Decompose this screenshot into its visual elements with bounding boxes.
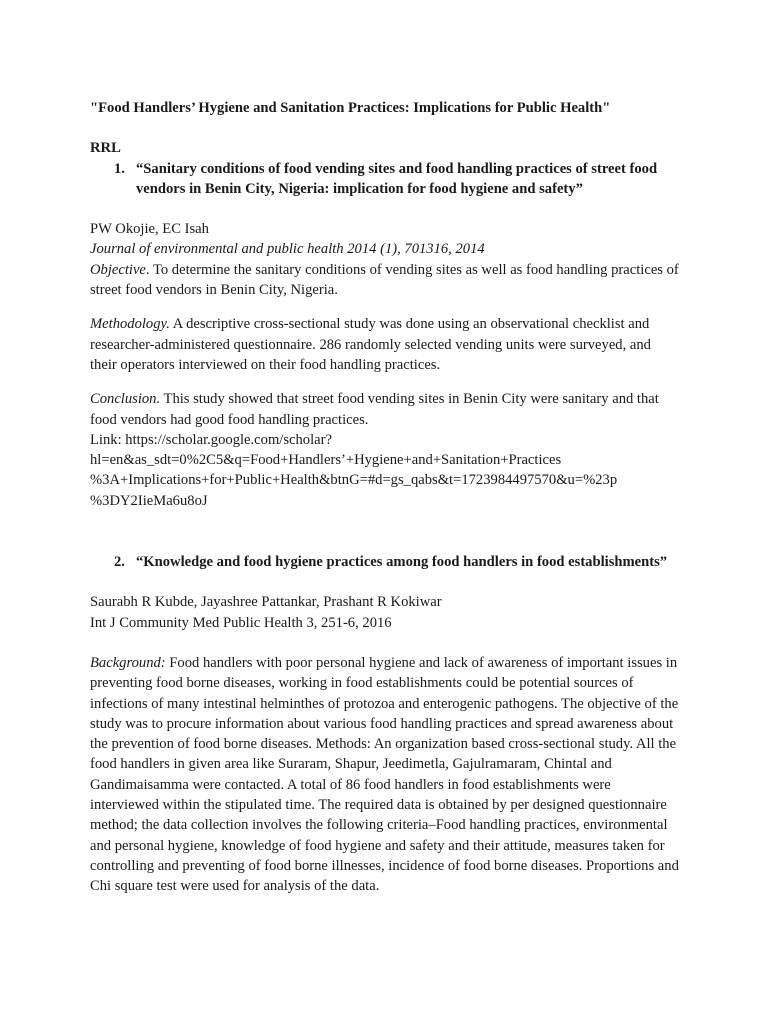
entry-1-journal: Journal of environmental and public health 2014 (1), 701316, 2014 (90, 241, 485, 258)
entry-1-methodology-label: Methodology. (90, 316, 170, 333)
entry-1-heading (114, 159, 680, 200)
entry-1-methodology-text: A descriptive cross-sectional study was done using an observational checklist and researcher-administered questionnaire. 286 randomly selected vending units were surveyed, and their operators interviewed on their food handling practices. (90, 316, 651, 373)
entry-1-number: 1. (114, 160, 125, 177)
entry-1-link-line-1[interactable]: Link: https://scholar.google.com/scholar? (90, 431, 332, 448)
entry-1-objective (90, 260, 680, 301)
entry-1-link-line-3[interactable]: %3A+Implications+for+Public+Health&btnG=#d=gs_qabs&t=1723984497570&u=%23p (90, 472, 618, 489)
entry-1-objective-label: Objective (90, 261, 146, 278)
entry-1-conclusion (90, 389, 680, 430)
entry-2-background-text: Food handlers with poor personal hygiene and lack of awareness of important issues in preventing food borne diseases, working in food establishments could be potential sources of infections of many intestinal helminthes of protozoa and enterogenic pathogens. The objective of the study was to procure information about various food handling practices and spread awareness about the prevention of food borne diseases. Methods: An organization based cross-sectional study. All the food handlers in given area like Suraram, Shapur, Jeedimetla, Gajulramaram, Chintal and Gandimaisamma were contacted. A total of 86 food handlers in food establishments were interviewed within the stipulated time. The required data is obtained by per designed questionnaire method; the data collection involves the following criteria–Food handling practices, environmental and personal hygiene, knowledge of food hygiene and safety and their attitude, measures taken for controlling and preventing of food borne illnesses, incidence of food borne diseases. Proportions and Chi square test were used for analysis of the data. (90, 654, 679, 895)
entry-2-heading (114, 552, 680, 572)
entry-2-authors: Saurabh R Kubde, Jayashree Pattankar, Prashant R Kokiwar (90, 594, 442, 611)
document-title: "Food Handlers’ Hygiene and Sanitation Practices: Implications for Public Health" (90, 100, 611, 116)
entry-2-background-label: Background: (90, 654, 166, 671)
entry-1-link-line-2[interactable]: hl=en&as_sdt=0%2C5&q=Food+Handlers’+Hygiene+and+Sanitation+Practices (90, 452, 562, 469)
rrl-heading: RRL (90, 140, 121, 157)
entry-2-background (90, 653, 680, 897)
entry-2-title: “Knowledge and food hygiene practices among food handlers in food establishments” (136, 554, 668, 571)
entry-1-link-line-4[interactable]: %3DY2IieMa6u8oJ (90, 492, 208, 509)
entry-1-objective-text: . To determine the sanitary conditions of vending sites as well as food handling practices of street food vendors in Benin City, Nigeria. (90, 261, 679, 299)
entry-2-journal: Int J Community Med Public Health 3, 251-6, 2016 (90, 614, 392, 631)
entry-1-methodology (90, 314, 680, 375)
entry-1-conclusion-label: Conclusion. (90, 391, 161, 408)
entry-1-title: “Sanitary conditions of food vending sites and food handling practices of street food vendors in Benin City, Nigeria: implication for food hygiene and safety” (136, 160, 658, 197)
entry-2-number: 2. (114, 554, 125, 571)
entry-1-conclusion-text: This study showed that street food vending sites in Benin City were sanitary and that food vendors had good food handling practices. (90, 391, 659, 428)
entry-1-authors: PW Okojie, EC Isah (90, 221, 209, 238)
